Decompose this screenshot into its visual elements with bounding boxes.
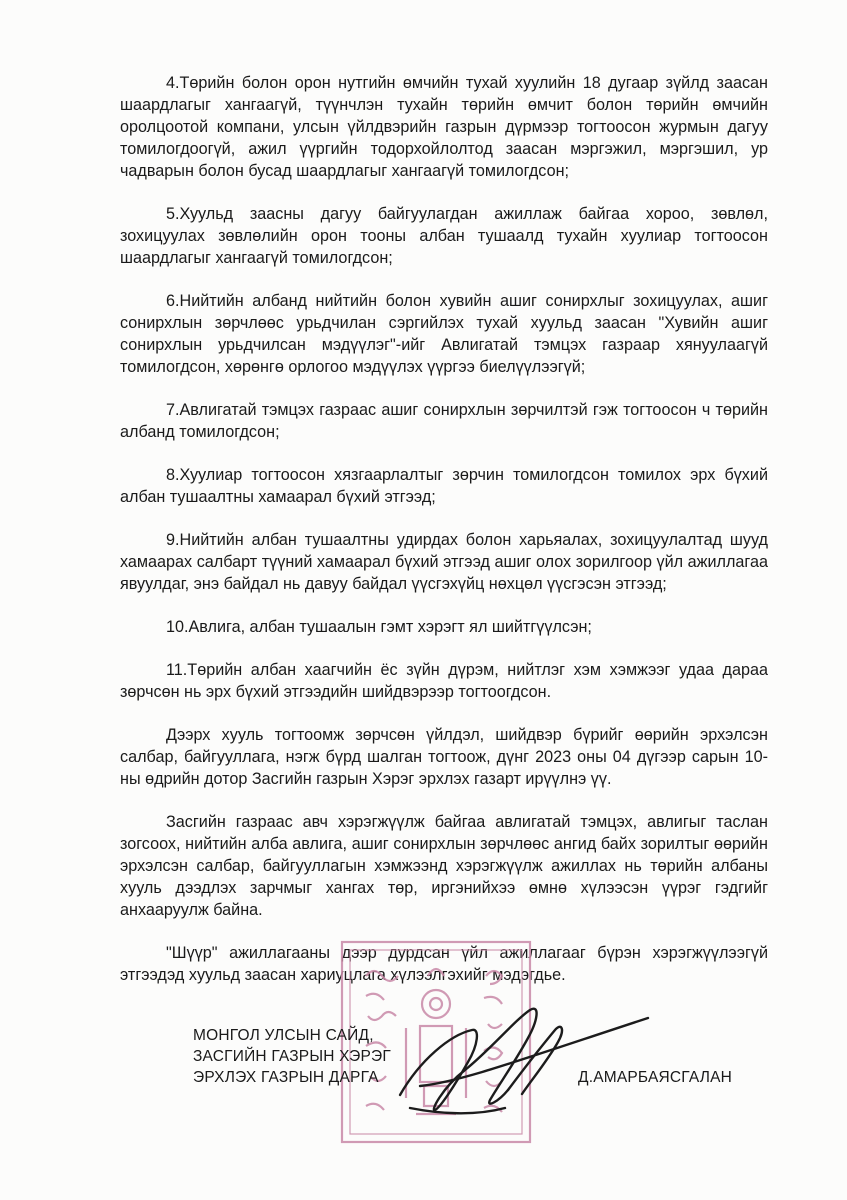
paragraph-item-6: 6.Нийтийн албанд нийтийн болон хувийн ашиг сонирхлыг зохицуулах, ашиг сонирхлын зөрчлөөс урьдчилан сэргийлэх тухай хуульд заасан "Хувийн ашиг сонирхлын урьдчилсан мэдүүлэг"-ийг Авлигатай тэмцэх газраар хянуулаагүй томилогдсон, хөрөнгө орлогоо мэдүүлэх үүргээ биелүүлээгүй; bbox=[120, 292, 768, 376]
paragraph-item-7: 7.Авлигатай тэмцэх газраас ашиг сонирхлын зөрчилтэй гэж тогтоосон ч төрийн албанд томилогдсон; bbox=[120, 401, 768, 441]
document-body bbox=[120, 72, 768, 1007]
paragraph-item-10: 10.Авлига, албан тушаалын гэмт хэрэгт ял шийтгүүлсэн; bbox=[166, 618, 592, 636]
signatory-title-line: ЭРХЛЭХ ГАЗРЫН ДАРГА bbox=[193, 1069, 379, 1086]
paragraph-warning: Засгийн газраас авч хэрэгжүүлж байгаа авлигатай тэмцэх, авлигыг таслан зогсоох, нийтийн алба авлига, ашиг сонирхлын зөрчлөөс ангид байх зорилтыг өөрийн эрхэлсэн салбар, байгууллагын хэмжээнд хэрэгжүүлж ажиллах нь төрийн албаны хууль дээдлэх зарчмыг хангах төр, иргэнийхээ өмнө хүлээсэн үүрэг гэдгийг анхааруулж байна. bbox=[120, 813, 768, 919]
signatory-title-line: ЗАСГИЙН ГАЗРЫН ХЭРЭГ bbox=[193, 1048, 391, 1065]
paragraph-item-4: 4.Төрийн болон орон нутгийн өмчийн тухай хуулийн 18 дугаар зүйлд заасан шаардлагыг хангаагүй, түүнчлэн тухайн төрийн өмчит болон төрийн өмчийн оролцоотой компани, улсын үйлдвэрийн газрын дүрмээр тогтоосон журмын дагуу томилогдоогүй, ажил үүргийн тодорхойлолтод заасан мэргэжил, мэргэшил, ур чадварын болон бусад шаардлагыг хангаагүй томилогдсон; bbox=[120, 74, 768, 180]
paragraph-item-9: 9.Нийтийн албан тушаалтны удирдах болон харьяалах, зохицуулалтад шууд хамаарах салбарт түүний хамаарал бүхий этгээд ашиг олох зорилгоор үйл ажиллагаа явуулдаг, энэ байдал нь давуу байдал үүсгэхүйц нөхцөл үүсгэсэн этгээд; bbox=[120, 531, 768, 593]
paragraph-item-5: 5.Хуульд заасны дагуу байгуулагдан ажиллаж байгаа хороо, зөвлөл, зохицуулах зөвлөлийн орон тооны албан тушаалд тухайн хуулиар тогтоосон шаардлагыг хангаагүй томилогдсон; bbox=[120, 205, 768, 267]
handwritten-signature-icon bbox=[380, 990, 650, 1130]
paragraph-item-8: 8.Хуулиар тогтоосон хязгаарлалтыг зөрчин томилогдсон томилох эрх бүхий албан тушаалтны хамаарал бүхий этгээд; bbox=[120, 466, 768, 506]
paragraph-deadline-instruction: Дээрх хууль тогтоомж зөрчсөн үйлдэл, шийдвэр бүрийг өөрийн эрхэлсэн салбар, байгууллага, нэгж бүрд шалган тогтоож, дүнг 2023 оны 04 дүгээр сарын 10-ны өдрийн дотор Засгийн газрын Хэрэг эрхлэх газарт ирүүлнэ үү. bbox=[120, 726, 768, 788]
signatory-name: Д.АМАРБАЯСГАЛАН bbox=[578, 1069, 733, 1086]
paragraph-item-11: 11.Төрийн албан хаагчийн ёс зүйн дүрэм, нийтлэг хэм хэмжээг удаа дараа зөрчсөн нь эрх бүхий этгээдийн шийдвэрээр тогтоогдсон. bbox=[120, 661, 768, 701]
paragraph-notice: "Шүүр" ажиллагааны дээр дурдсан үйл ажиллагааг бүрэн хэрэгжүүлээгүй этгээдэд хуульд заасан хариуцлага хүлээлгэхийг мэдэгдье. bbox=[120, 944, 768, 984]
signatory-title bbox=[193, 1025, 391, 1088]
signatory-title-line: МОНГОЛ УЛСЫН САЙД, bbox=[193, 1027, 374, 1044]
